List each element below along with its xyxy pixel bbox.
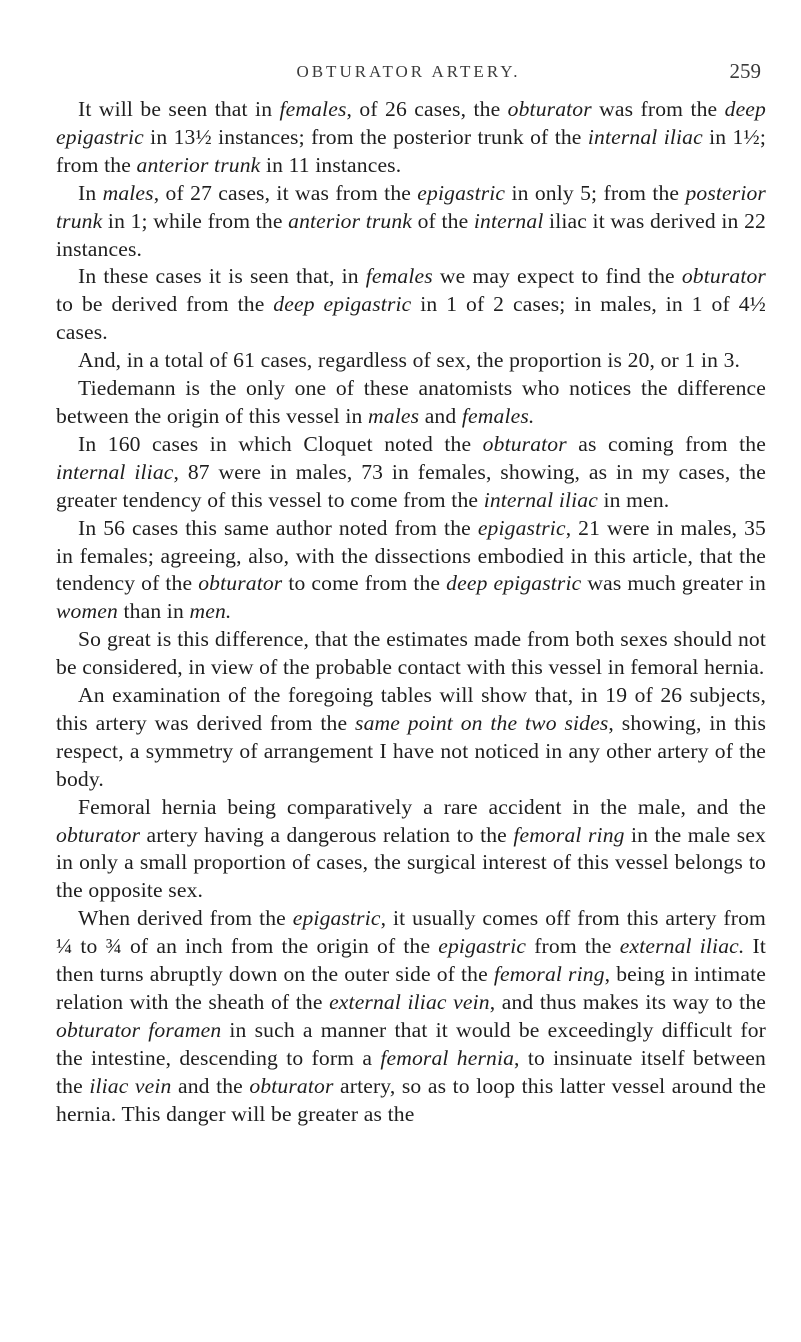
text-run: , it usually comes off from this artery from ¼ to ¾ of an inch from the origin of the [56, 906, 767, 959]
italic-run: obturator [482, 431, 567, 456]
text-run: And, in a total of 61 cases, regardless of sex, the proportion is 20, or 1 in 3. [78, 348, 741, 373]
text-run: , being in intimate relation with the sheath of the [56, 962, 766, 1014]
italic-run: obturator [681, 264, 766, 289]
text-run: artery having a dangerous relation to the [140, 822, 514, 847]
text-run: in 13½ instances; from the posterior trunk of the [143, 124, 588, 149]
italic-run: femoral hernia [380, 1045, 515, 1070]
text-run: It then turns abruptly down on the outer side of the [56, 934, 766, 987]
text-run: , 21 were in males, 35 in females; agreeing, also, with the dissections embodied in this article, that the tendency of the [56, 515, 767, 596]
italic-run: deep epigastric [56, 97, 766, 149]
text-run: When derived from the [78, 906, 293, 931]
text-run: was much greater in [581, 571, 766, 596]
text-run: , of 26 cases, the [346, 97, 508, 121]
paragraph [56, 515, 766, 627]
italic-run: internal iliac [56, 459, 174, 484]
italic-run: internal iliac [483, 487, 598, 512]
text-run: In 160 cases in which Cloquet noted the [78, 431, 483, 456]
text-run: in the male sex in only a small proportion of cases, the surgical interest of this vessel belongs to the opposite sex. [56, 822, 767, 903]
text-run: , 87 were in males, 73 in females, showing, as in my cases, the greater tendency of this vessel to come from the [56, 459, 766, 512]
text-run: , of 27 cases, it was from the [153, 180, 418, 205]
text-run: and [419, 403, 462, 428]
text-run: So great is this difference, that the estimates made from both sexes should not be considered, in view of the probable contact with this vessel in femoral hernia. [56, 627, 766, 680]
text-run: artery, so as to loop this latter vessel around the hernia. This danger will be greater as the [56, 1073, 766, 1126]
text-run: iliac it was derived in 22 instances. [56, 208, 766, 261]
paragraph [56, 180, 766, 264]
italic-run: obturator [198, 571, 283, 596]
text-run: In [78, 180, 103, 205]
italic-run: epigastric [292, 906, 381, 931]
italic-run: obturator foramen [56, 1017, 222, 1042]
italic-run: obturator [249, 1073, 334, 1098]
italic-run: external iliac. [619, 934, 745, 959]
italic-run: males [102, 180, 154, 205]
text-run: In these cases it is seen that, in [78, 264, 366, 289]
text-run: , showing, in this respect, a symmetry of arrangement I have not noticed in any other artery of the body. [56, 710, 767, 791]
text-run: to come from the [282, 571, 447, 596]
italic-run: women [56, 599, 118, 624]
italic-run: anterior trunk [288, 208, 413, 233]
text-run: An examination of the foregoing tables will show that, in 19 of 26 subjects, this artery was derived from the [56, 683, 766, 735]
page-number: 259 [729, 59, 761, 83]
text-run: in only 5; from the [505, 180, 686, 205]
paragraph [56, 263, 766, 347]
text-run: Tiedemann is the only one of these anatomists who notices the difference between the origin of this vessel in [56, 376, 766, 428]
text-run: was from the [591, 97, 725, 121]
italic-run: external iliac vein [329, 990, 490, 1014]
italic-run: females. [461, 403, 535, 428]
paragraph [56, 96, 766, 180]
paragraph [56, 431, 766, 515]
italic-run: deep epigastric [446, 571, 582, 596]
italic-run: obturator [507, 97, 592, 121]
text-run: in 1 of 2 cases; in males, in 1 of 4½ cases. [56, 292, 766, 345]
text-run: and the [171, 1073, 250, 1098]
text-run: in 1½; from the [56, 124, 766, 177]
italic-run: epigastric [477, 515, 566, 540]
body-text [56, 96, 766, 1129]
italic-run: females [279, 97, 347, 121]
text-run: we may expect to find the [432, 264, 682, 289]
text-run: of the [412, 208, 474, 233]
running-head [56, 59, 761, 88]
italic-run: females [365, 264, 433, 289]
italic-run: femoral ring [493, 962, 605, 987]
text-run: Femoral hernia being comparatively a rare accident in the male, and the [78, 794, 766, 819]
paragraph [56, 347, 766, 375]
text-run: It will be seen that in [78, 97, 280, 121]
italic-run: epigastric [417, 180, 506, 205]
italic-run: males [368, 403, 420, 428]
italic-run: deep epigastric [273, 292, 412, 317]
italic-run: posterior trunk [56, 180, 766, 233]
italic-run: femoral ring [513, 822, 625, 847]
italic-run: epigastric [438, 934, 527, 959]
italic-run: obturator [56, 822, 141, 847]
italic-run: iliac vein [89, 1073, 172, 1098]
italic-run: same point on the two sides [355, 710, 609, 735]
text-run: In 56 cases this same author noted from the [78, 515, 478, 540]
text-run: in men. [597, 487, 670, 512]
paragraph [56, 626, 766, 682]
italic-run: men. [189, 599, 232, 624]
text-run: as coming from the [566, 431, 766, 456]
text-run: from the [526, 934, 620, 959]
paragraph [56, 375, 766, 431]
paragraph [56, 794, 766, 906]
paragraph [56, 905, 766, 1128]
text-run: , and thus makes its way to the [489, 990, 766, 1014]
italic-run: internal iliac [587, 124, 703, 149]
text-run: to be derived from the [56, 292, 274, 317]
italic-run: internal [473, 208, 544, 233]
text-run: in such a manner that it would be exceedingly difficult for the intestine, descending to form a [56, 1017, 766, 1070]
italic-run: anterior trunk [136, 152, 261, 177]
text-run: in 1; while from the [102, 208, 289, 233]
text-run: in 11 instances. [260, 152, 402, 177]
paragraph [56, 682, 766, 794]
text-run: than in [117, 599, 190, 624]
running-title: OBTURATOR ARTERY. [296, 62, 521, 81]
text-run: , to insinuate itself between the [56, 1045, 766, 1098]
